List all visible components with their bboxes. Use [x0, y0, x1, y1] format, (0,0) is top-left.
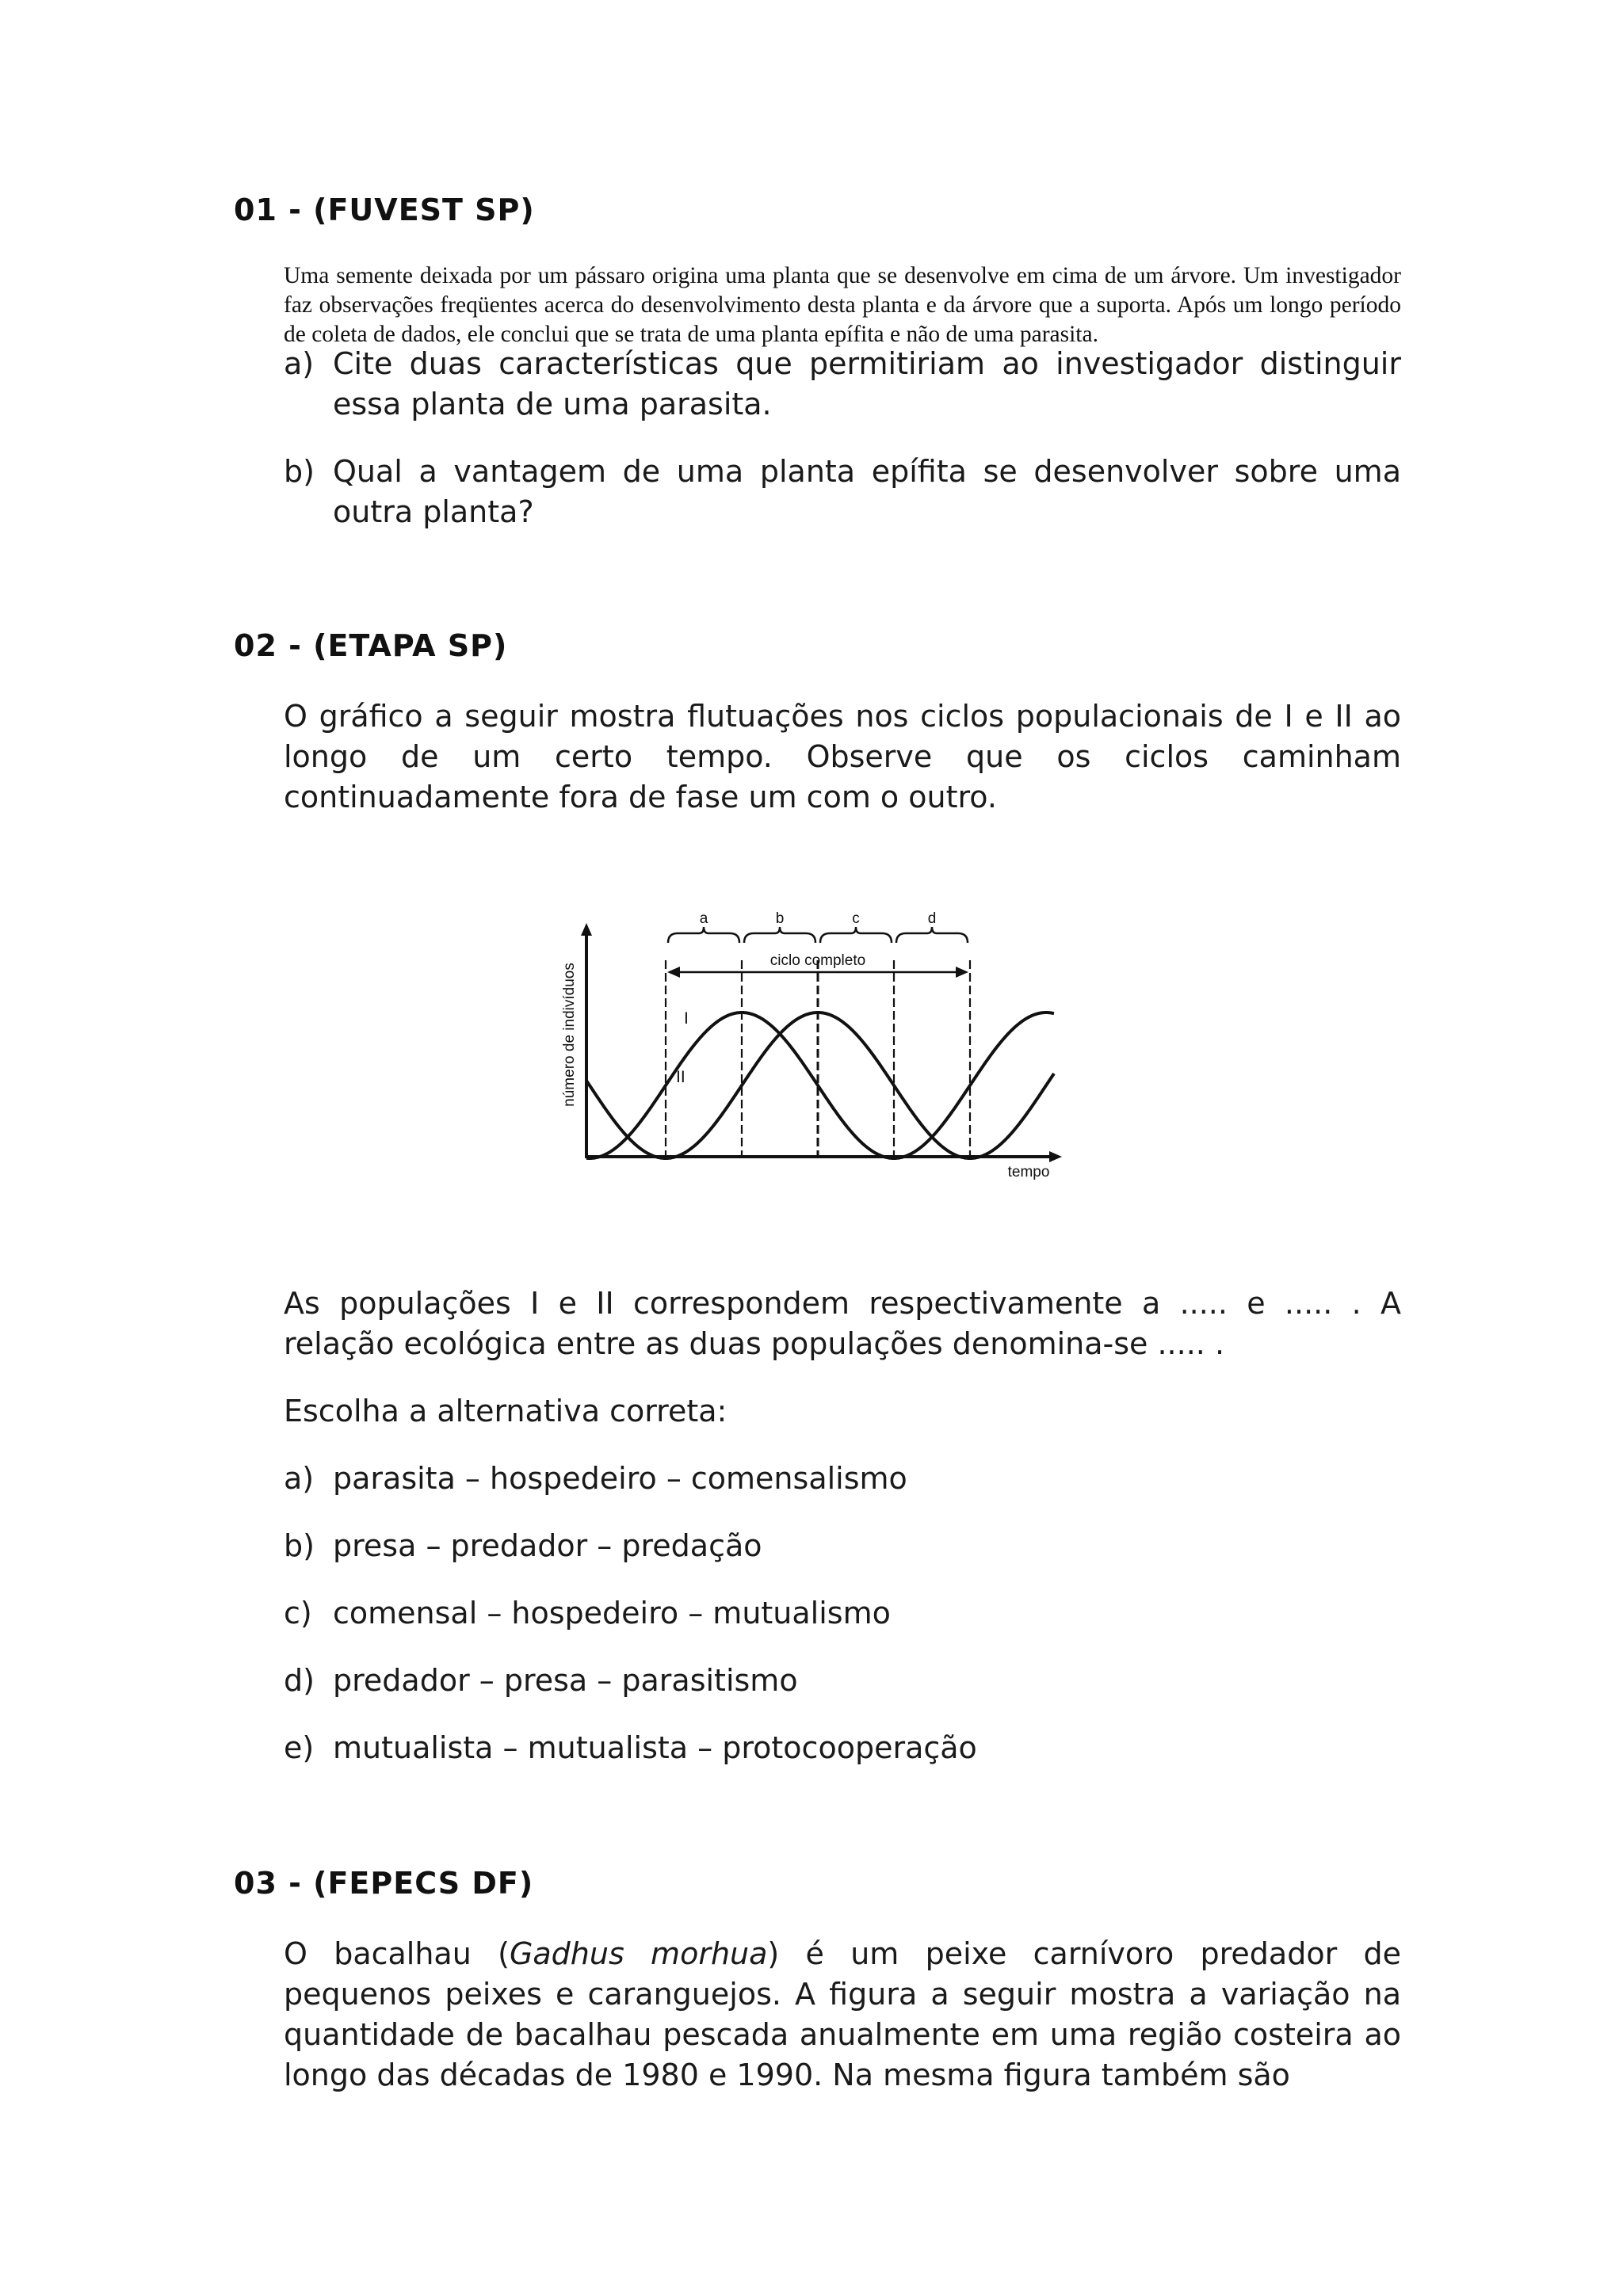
interval-bracket — [820, 927, 892, 943]
interval-bracket — [744, 927, 815, 943]
question-02-heading: 02 - (ETAPA SP) — [234, 628, 508, 663]
item-letter: b) — [284, 454, 315, 489]
question-02-intro: O gráfico a seguir mostra flutuações nos ciclos populacionais de I e II ao longo de um certo tempo. Observe que os ciclos caminham continuadamente fora de fase um com o outro. — [284, 699, 1401, 814]
series-label: I — [684, 1009, 689, 1028]
intro-text: O bacalhau ( — [284, 1936, 510, 1971]
question-01-item-a — [284, 344, 1401, 425]
option-letter: e) — [284, 1730, 315, 1765]
interval-bracket — [668, 927, 739, 943]
interval-label: b — [775, 911, 785, 927]
question-02-statement: As populações I e II correspondem respectivamente a ..... e ..... . A relação ecológica entre as duas populações denomina-se ..... . — [284, 1286, 1401, 1361]
item-text: Cite duas características que permitiriam ao investigador distinguir essa planta de uma parasita. — [333, 346, 1401, 421]
option-text: mutualista – mutualista – protocooperação — [333, 1730, 977, 1765]
x-axis-arrow — [1049, 1151, 1062, 1162]
item-letter: a) — [284, 346, 315, 381]
option-a — [284, 1459, 1401, 1499]
chart-labels — [561, 963, 1049, 1180]
option-text: presa – predador – predação — [333, 1528, 762, 1563]
option-text: parasita – hospedeiro – comensalismo — [333, 1461, 907, 1496]
question-01-intro: Uma semente deixada por um pássaro origina uma planta que se desenvolve em cima de um árvore. Um investigador faz observações freqüentes acerca do desenvolvimento desta planta e da árvore que a suporta. Após um longo período de coleta de dados, ele conclui que se trata de uma planta epífita e não de uma parasita. — [284, 263, 1401, 347]
series-line-I — [586, 1013, 1054, 1158]
intro-text: ) é um peixe carnívoro predador de pequenos peixes e caranguejos. A figura a seguir mostra a variação na quantidade de bacalhau pescada anualmente em uma região costeira ao longo das décadas de 1980 e 1990. Na mesma figura também são — [284, 1936, 1401, 2092]
species-name: Gadhus morhua — [509, 1936, 768, 1971]
interval-brackets — [667, 911, 968, 978]
series-label: II — [676, 1068, 685, 1086]
cycle-label: ciclo completo — [769, 952, 866, 969]
interval-label: d — [927, 911, 937, 927]
question-03-heading: 03 - (FEPECS DF) — [234, 1866, 534, 1901]
interval-label: a — [699, 911, 708, 927]
option-letter: c) — [284, 1596, 312, 1630]
cycle-arrow-right-head — [956, 967, 968, 978]
chart-series — [586, 1013, 1054, 1158]
question-01-heading: 01 - (FUVEST SP) — [234, 193, 535, 227]
y-axis-arrow — [581, 923, 592, 936]
option-letter: b) — [284, 1528, 315, 1563]
option-text: comensal – hospedeiro – mutualismo — [333, 1596, 891, 1630]
population-cycles-chart — [555, 911, 1070, 1192]
option-text: predador – presa – parasitismo — [333, 1663, 798, 1698]
interval-bracket — [896, 927, 968, 943]
item-text: Qual a vantagem de uma planta epífita se desenvolver sobre uma outra planta? — [333, 454, 1401, 529]
y-axis-label: número de indivíduos — [561, 963, 578, 1107]
x-axis-label: tempo — [1007, 1164, 1050, 1180]
option-letter: d) — [284, 1663, 315, 1698]
option-b — [284, 1526, 1401, 1566]
question-02-prompt: Escolha a alternativa correta: — [284, 1394, 727, 1428]
option-d — [284, 1661, 1401, 1701]
question-01-item-b — [284, 452, 1401, 532]
option-letter: a) — [284, 1461, 315, 1496]
cycle-arrow-left-head — [667, 967, 680, 978]
option-c — [284, 1593, 1401, 1634]
question-03-intro — [284, 1934, 1401, 2096]
option-e — [284, 1728, 1401, 1768]
interval-label: c — [852, 911, 860, 927]
series-line-II — [586, 1013, 1054, 1158]
